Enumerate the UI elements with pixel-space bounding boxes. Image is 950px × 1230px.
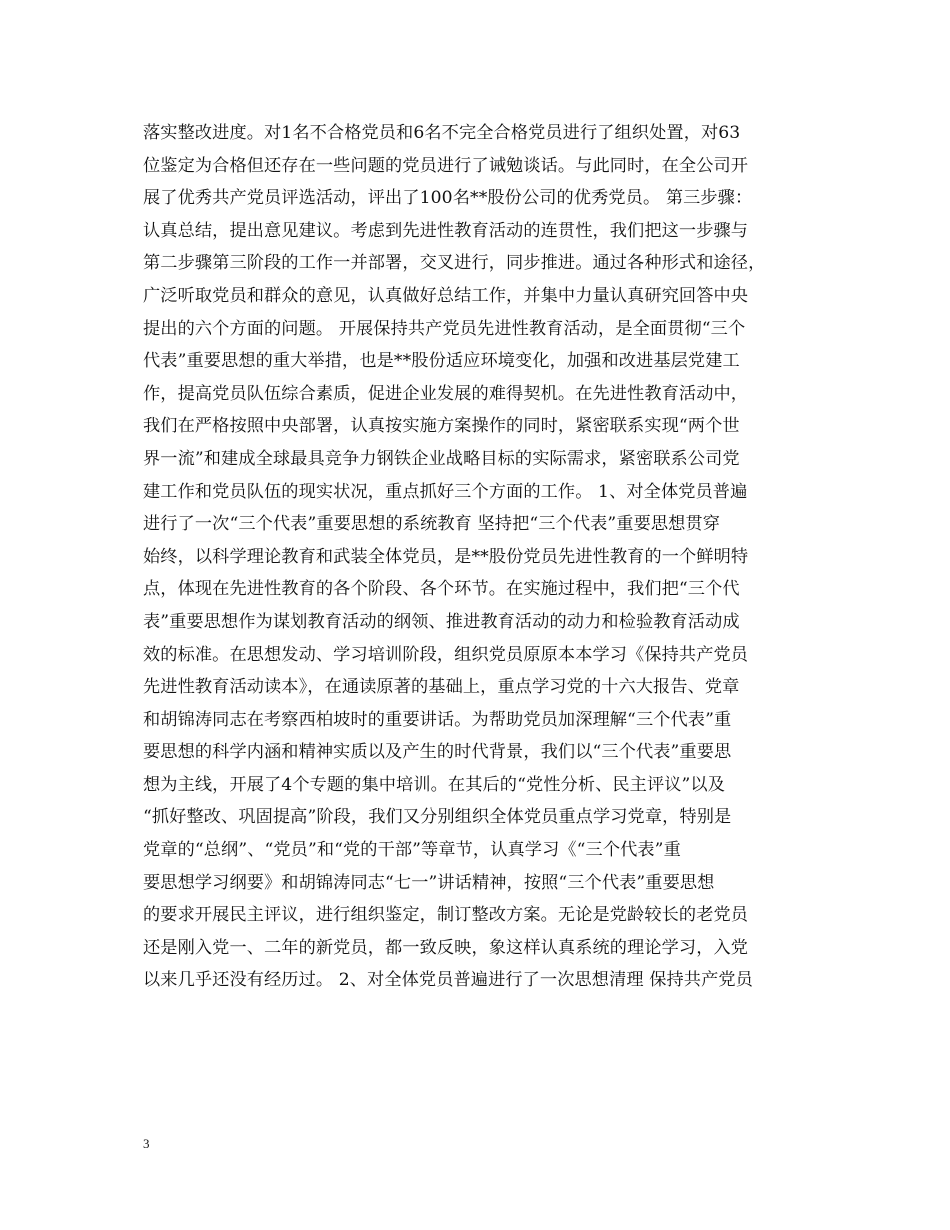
text-line: 展了优秀共产党员评选活动，评出了100名**股份公司的优秀党员。 第三步骤： bbox=[143, 188, 753, 209]
body-text bbox=[143, 117, 813, 997]
page-number: 3 bbox=[143, 1136, 150, 1151]
text-line: 进行了一次“三个代表”重要思想的系统教育 坚持把“三个代表”重要思想贯穿 bbox=[143, 514, 721, 535]
text-line: 和胡锦涛同志在考察西柏坡时的重要讲话。为帮助党员加深理解“三个代表”重 bbox=[143, 709, 732, 730]
text-line: 位鉴定为合格但还存在一些问题的党员进行了诫勉谈话。与此同时，在全公司开 bbox=[143, 155, 749, 176]
text-line: 还是刚入党一、二年的新党员，都一致反映，象这样认真系统的理论学习，入党 bbox=[143, 937, 749, 958]
text-line: 建工作和党员队伍的现实状况，重点抓好三个方面的工作。 1、对全体党员普遍 bbox=[143, 481, 748, 502]
text-line: 作，提高党员队伍综合素质，促进企业发展的难得契机。在先进性教育活动中， bbox=[143, 383, 749, 404]
text-line: 我们在严格按照中央部署，认真按实施方案操作的同时，紧密联系实现“两个世 bbox=[143, 416, 740, 437]
text-line: 党章的“总纲”、“党员”和“党的干部”等章节，认真学习《“三个代表”重 bbox=[143, 840, 681, 861]
text-line: 效的标准。在思想发动、学习培训阶段，组织党员原原本本学习《保持共产党员 bbox=[143, 644, 749, 665]
text-line: 第二步骤第三阶段的工作一并部署，交叉进行，同步推进。通过各种形式和途径， bbox=[143, 253, 766, 274]
text-line: 表”重要思想作为谋划教育活动的纲领、推进教育活动的动力和检验教育活动成 bbox=[143, 611, 740, 632]
text-line: 点，体现在先进性教育的各个阶段、各个环节。在实施过程中，我们把“三个代 bbox=[143, 579, 740, 600]
text-line: 先进性教育活动读本》，在通读原著的基础上，重点学习党的十六大报告、党章 bbox=[143, 677, 740, 698]
text-line: 落实整改进度。对1名不合格党员和6名不完全合格党员进行了组织处置，对63 bbox=[143, 123, 741, 143]
text-line: 的要求开展民主评议，进行组织鉴定，制订整改方案。无论是党龄较长的老党员 bbox=[143, 905, 749, 926]
text-line: 始终，以科学理论教育和武装全体党员，是**股份党员先进性教育的一个鲜明特 bbox=[143, 546, 749, 567]
text-line: “抓好整改、巩固提高”阶段，我们又分别组织全体党员重点学习党章，特别是 bbox=[143, 807, 732, 828]
text-line: 想为主线，开展了4个专题的集中培训。在其后的“党性分析、民主评议”以及 bbox=[143, 774, 726, 795]
text-line: 广泛听取党员和群众的意见，认真做好总结工作，并集中力量认真研究回答中央 bbox=[143, 285, 749, 306]
text-line: 代表”重要思想的重大举措，也是**股份适应环境变化，加强和改进基层党建工 bbox=[143, 351, 740, 372]
text-line: 认真总结，提出意见建议。考虑到先进性教育活动的连贯性，我们把这一步骤与 bbox=[143, 220, 749, 241]
text-line: 提出的六个方面的问题。 开展保持共产党员先进性教育活动，是全面贯彻“三个 bbox=[143, 318, 746, 339]
text-line: 以来几乎还没有经历过。 2、对全体党员普遍进行了一次思想清理 保持共产党员 bbox=[143, 970, 753, 991]
text-line: 界一流”和建成全球最具竞争力钢铁企业战略目标的实际需求，紧密联系公司党 bbox=[143, 448, 740, 469]
text-line: 要思想学习纲要》和胡锦涛同志“七一”讲话精神，按照“三个代表”重要思想 bbox=[143, 872, 715, 893]
text-line: 要思想的科学内涵和精神实质以及产生的时代背景，我们以“三个代表”重要思 bbox=[143, 742, 732, 763]
